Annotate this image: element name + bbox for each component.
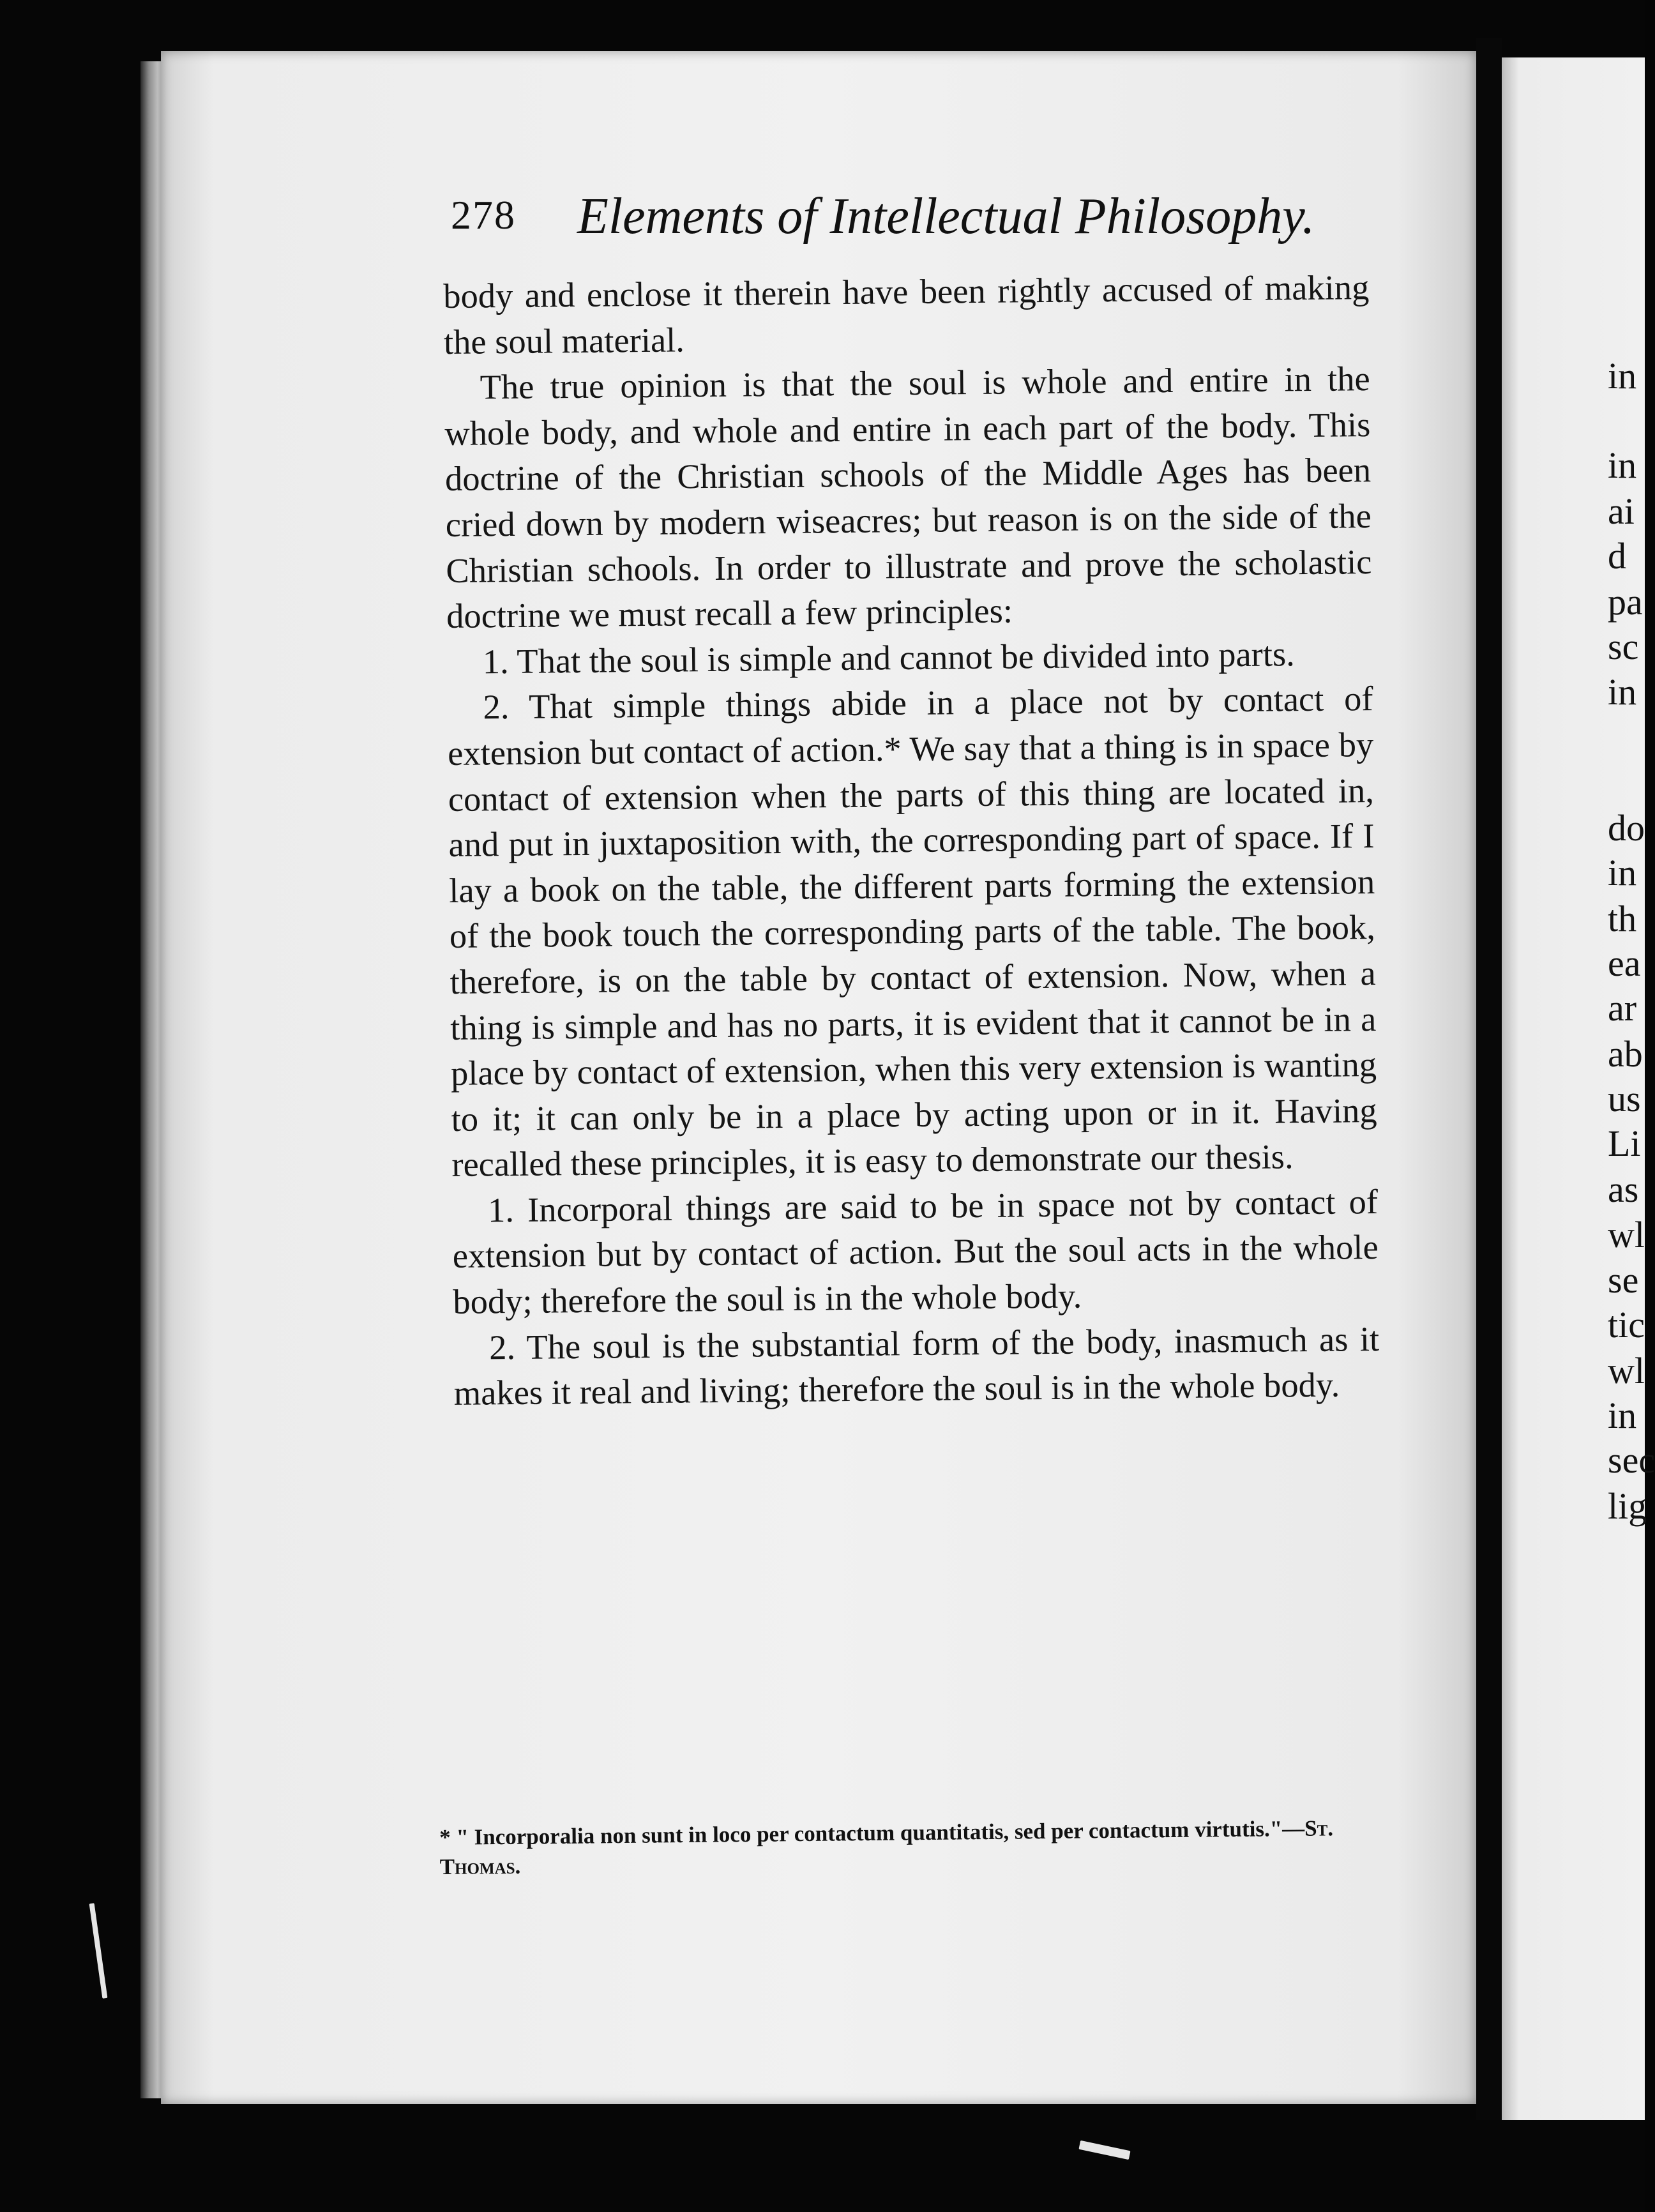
facing-fragment: ar <box>1608 987 1637 1029</box>
facing-fragment: in <box>1608 1395 1637 1436</box>
facing-fragment: sc <box>1608 626 1639 667</box>
facing-fragment: in <box>1608 852 1637 893</box>
facing-fragment: pa <box>1608 581 1643 623</box>
facing-fragment: Li <box>1608 1123 1641 1164</box>
facing-fragment: in <box>1608 671 1637 713</box>
proof-1: 1. Incorporal things are said to be in space not by contact of extension but by contact of action. But the soul acts in the whole body; therefore the soul is in the whole body. <box>452 1181 1379 1321</box>
footnote <box>439 1814 1373 1882</box>
facing-fragment: th <box>1608 898 1637 939</box>
principle-2: 2. That simple things abide in a place not by contact of extension but contact of action.* We say that a thing is in space by contact of extension when the parts of this thing are located in, and put in juxtaposition with, the corresponding part of space. If I lay a book on the table, the different parts forming the extension of the book touch the corresponding parts of the table. The book, therefore, is on the table by contact of extension. Now, when a thing is simple and has no parts, it is evident that it cannot be in a place by contact of extension, when this very extension is wanting to it; it can only be in a place by acting upon or in it. Having recalled these principles, it is easy to demonstrate our thesis. <box>447 679 1377 1185</box>
footnote-text: * " Incorporalia non sunt in loco per contactum quantitatis, sed per contactum virtutis."— <box>439 1815 1305 1850</box>
facing-fragment: do <box>1608 807 1645 849</box>
footnote-attribution: St. Thomas. <box>439 1815 1334 1879</box>
running-title: Elements of Intellectual Philosophy. <box>577 188 1315 245</box>
running-head <box>451 185 1315 246</box>
facing-fragment: ai <box>1608 490 1635 532</box>
facing-fragment: sec <box>1608 1439 1655 1481</box>
facing-fragment: us <box>1608 1078 1641 1119</box>
facing-fragment: ab <box>1608 1033 1643 1075</box>
facing-fragment: in <box>1608 444 1637 486</box>
page-number: 278 <box>451 192 516 238</box>
facing-fragment: in <box>1608 355 1637 397</box>
proof-2: 2. The soul is the substantial form of the body, inasmuch as it makes it real and living; therefore the soul is in the whole body. <box>453 1319 1380 1413</box>
paragraph-continuation: body and enclose it therein have been rightly accused of making the soul material. <box>443 268 1370 361</box>
body-text <box>443 264 1380 1416</box>
facing-fragment: as <box>1608 1169 1639 1210</box>
paragraph-true-opinion: The true opinion is that the soul is whole and entire in the whole body, and whole and entire in each part of the body. This doctrine of the Christian schools of the Middle Ages has been cried down by modern wiseacres; but reason is on the side of the Christian schools. In order to illustrate and prove the scholastic doctrine we must recall a few principles: <box>444 359 1372 636</box>
facing-fragment: d <box>1608 535 1626 577</box>
book-gutter <box>1476 38 1502 2120</box>
facing-fragment: ea <box>1608 943 1641 984</box>
facing-fragment: lig <box>1608 1485 1647 1527</box>
facing-fragment: wl <box>1608 1214 1645 1255</box>
facing-fragment: tic <box>1608 1304 1645 1345</box>
principle-1: 1. That the soul is simple and cannot be divided into parts. <box>482 633 1296 681</box>
facing-fragment: se <box>1608 1259 1639 1301</box>
facing-fragment: wl <box>1608 1350 1645 1391</box>
